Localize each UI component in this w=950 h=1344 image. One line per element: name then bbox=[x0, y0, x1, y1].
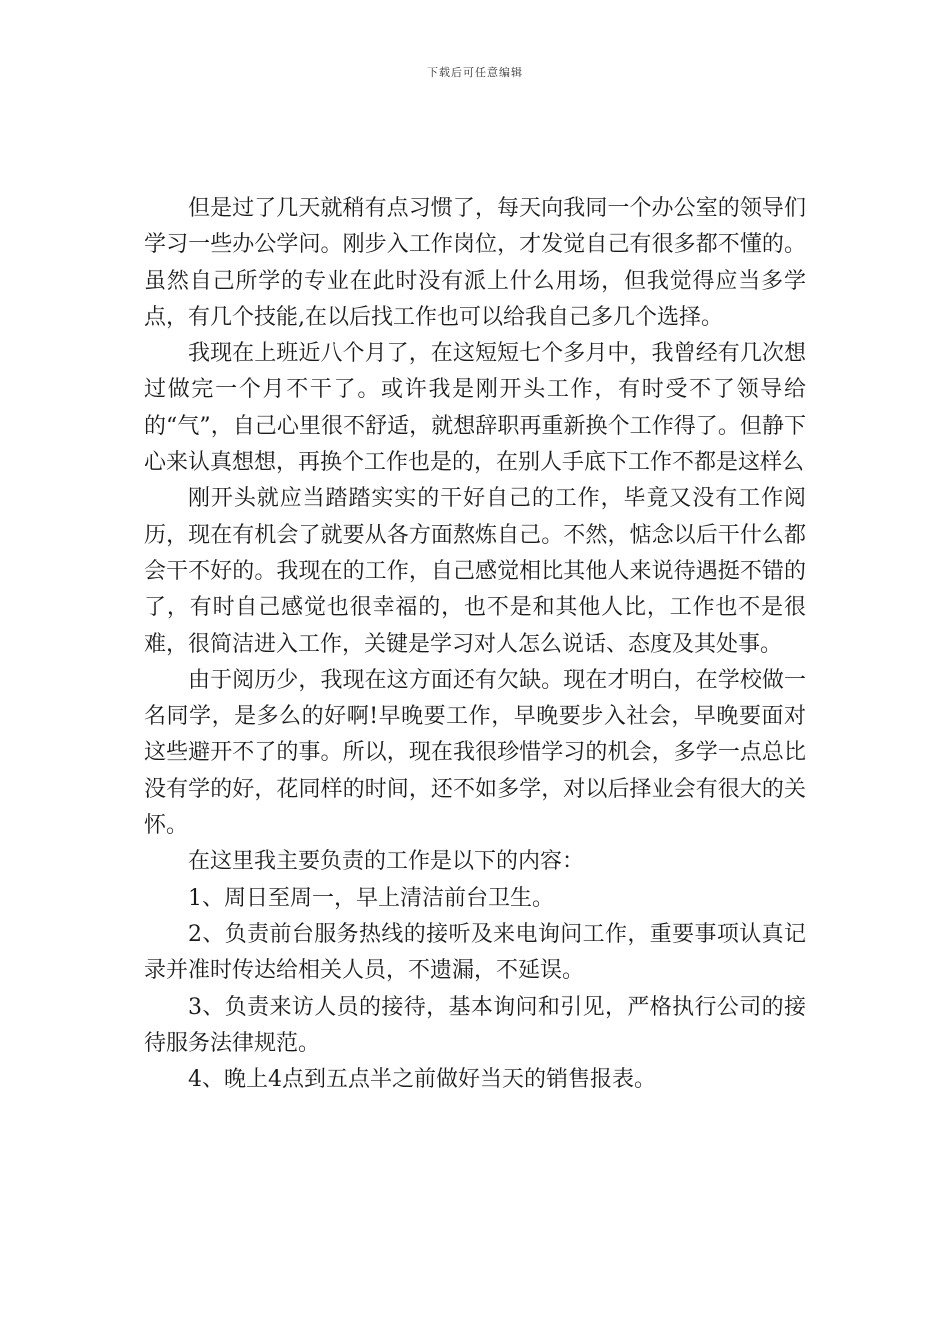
paragraph-1: 但是过了几天就稍有点习惯了，每天向我同一个办公室的领导们学习一些办公学问。刚步入工作岗位，才发觉自己有很多都不懂的。虽然自己所学的专业在此时没有派上什么用场，但我觉得应当多学点，有几个技能,在以后找工作也可以给我自己多几个选择。 bbox=[144, 196, 806, 330]
list-item-4: 4、晚上4点到五点半之前做好当天的销售报表。 bbox=[188, 1067, 656, 1093]
paragraph-5: 在这里我主要负责的工作是以下的内容： bbox=[188, 849, 585, 875]
list-item-2: 2、负责前台服务热线的接听及来电询问工作，重要事项认真记录并准时传达给相关人员，不遗漏，不延误。 bbox=[144, 921, 806, 984]
list-item-3: 3、负责来访人员的接待，基本询问和引见，严格执行公司的接待服务法律规范。 bbox=[144, 994, 806, 1056]
page-header: 下载后可任意编辑 bbox=[427, 66, 523, 79]
list-item-1: 1、周日至周一，早上清洁前台卫生。 bbox=[188, 885, 554, 911]
paragraph-4: 由于阅历少，我现在这方面还有欠缺。现在才明白，在学校做一名同学，是多么的好啊!早晚要工作，早晚要步入社会，早晚要面对这些避开不了的事。所以，现在我很珍惜学习的机会，多学一点总比没有学的好，花同样的时间，还不如多学，对以后择业会有很大的关怀。 bbox=[144, 667, 806, 839]
document-body bbox=[144, 191, 806, 1098]
paragraph-2: 我现在上班近八个月了，在这短短七个多月中，我曾经有几次想过做完一个月不干了。或许我是刚开头工作，有时受不了领导给的“气”，自己心里很不舒适，就想辞职再重新换个工作得了。但静下心来认真想想，再换个工作也是的，在别人手底下工作不都是这样么 bbox=[144, 341, 806, 476]
paragraph-3: 刚开头就应当踏踏实实的干好自己的工作，毕竟又没有工作阅历，现在有机会了就要从各方面熬炼自己。不然，惦念以后干什么都会干不好的。我现在的工作，自己感觉相比其他人来说待遇挺不错的了，有时自己感觉也很幸福的，也不是和其他人比，工作也不是很难，很简洁进入工作，关键是学习对人怎么说话、态度及其处事。 bbox=[144, 486, 806, 657]
